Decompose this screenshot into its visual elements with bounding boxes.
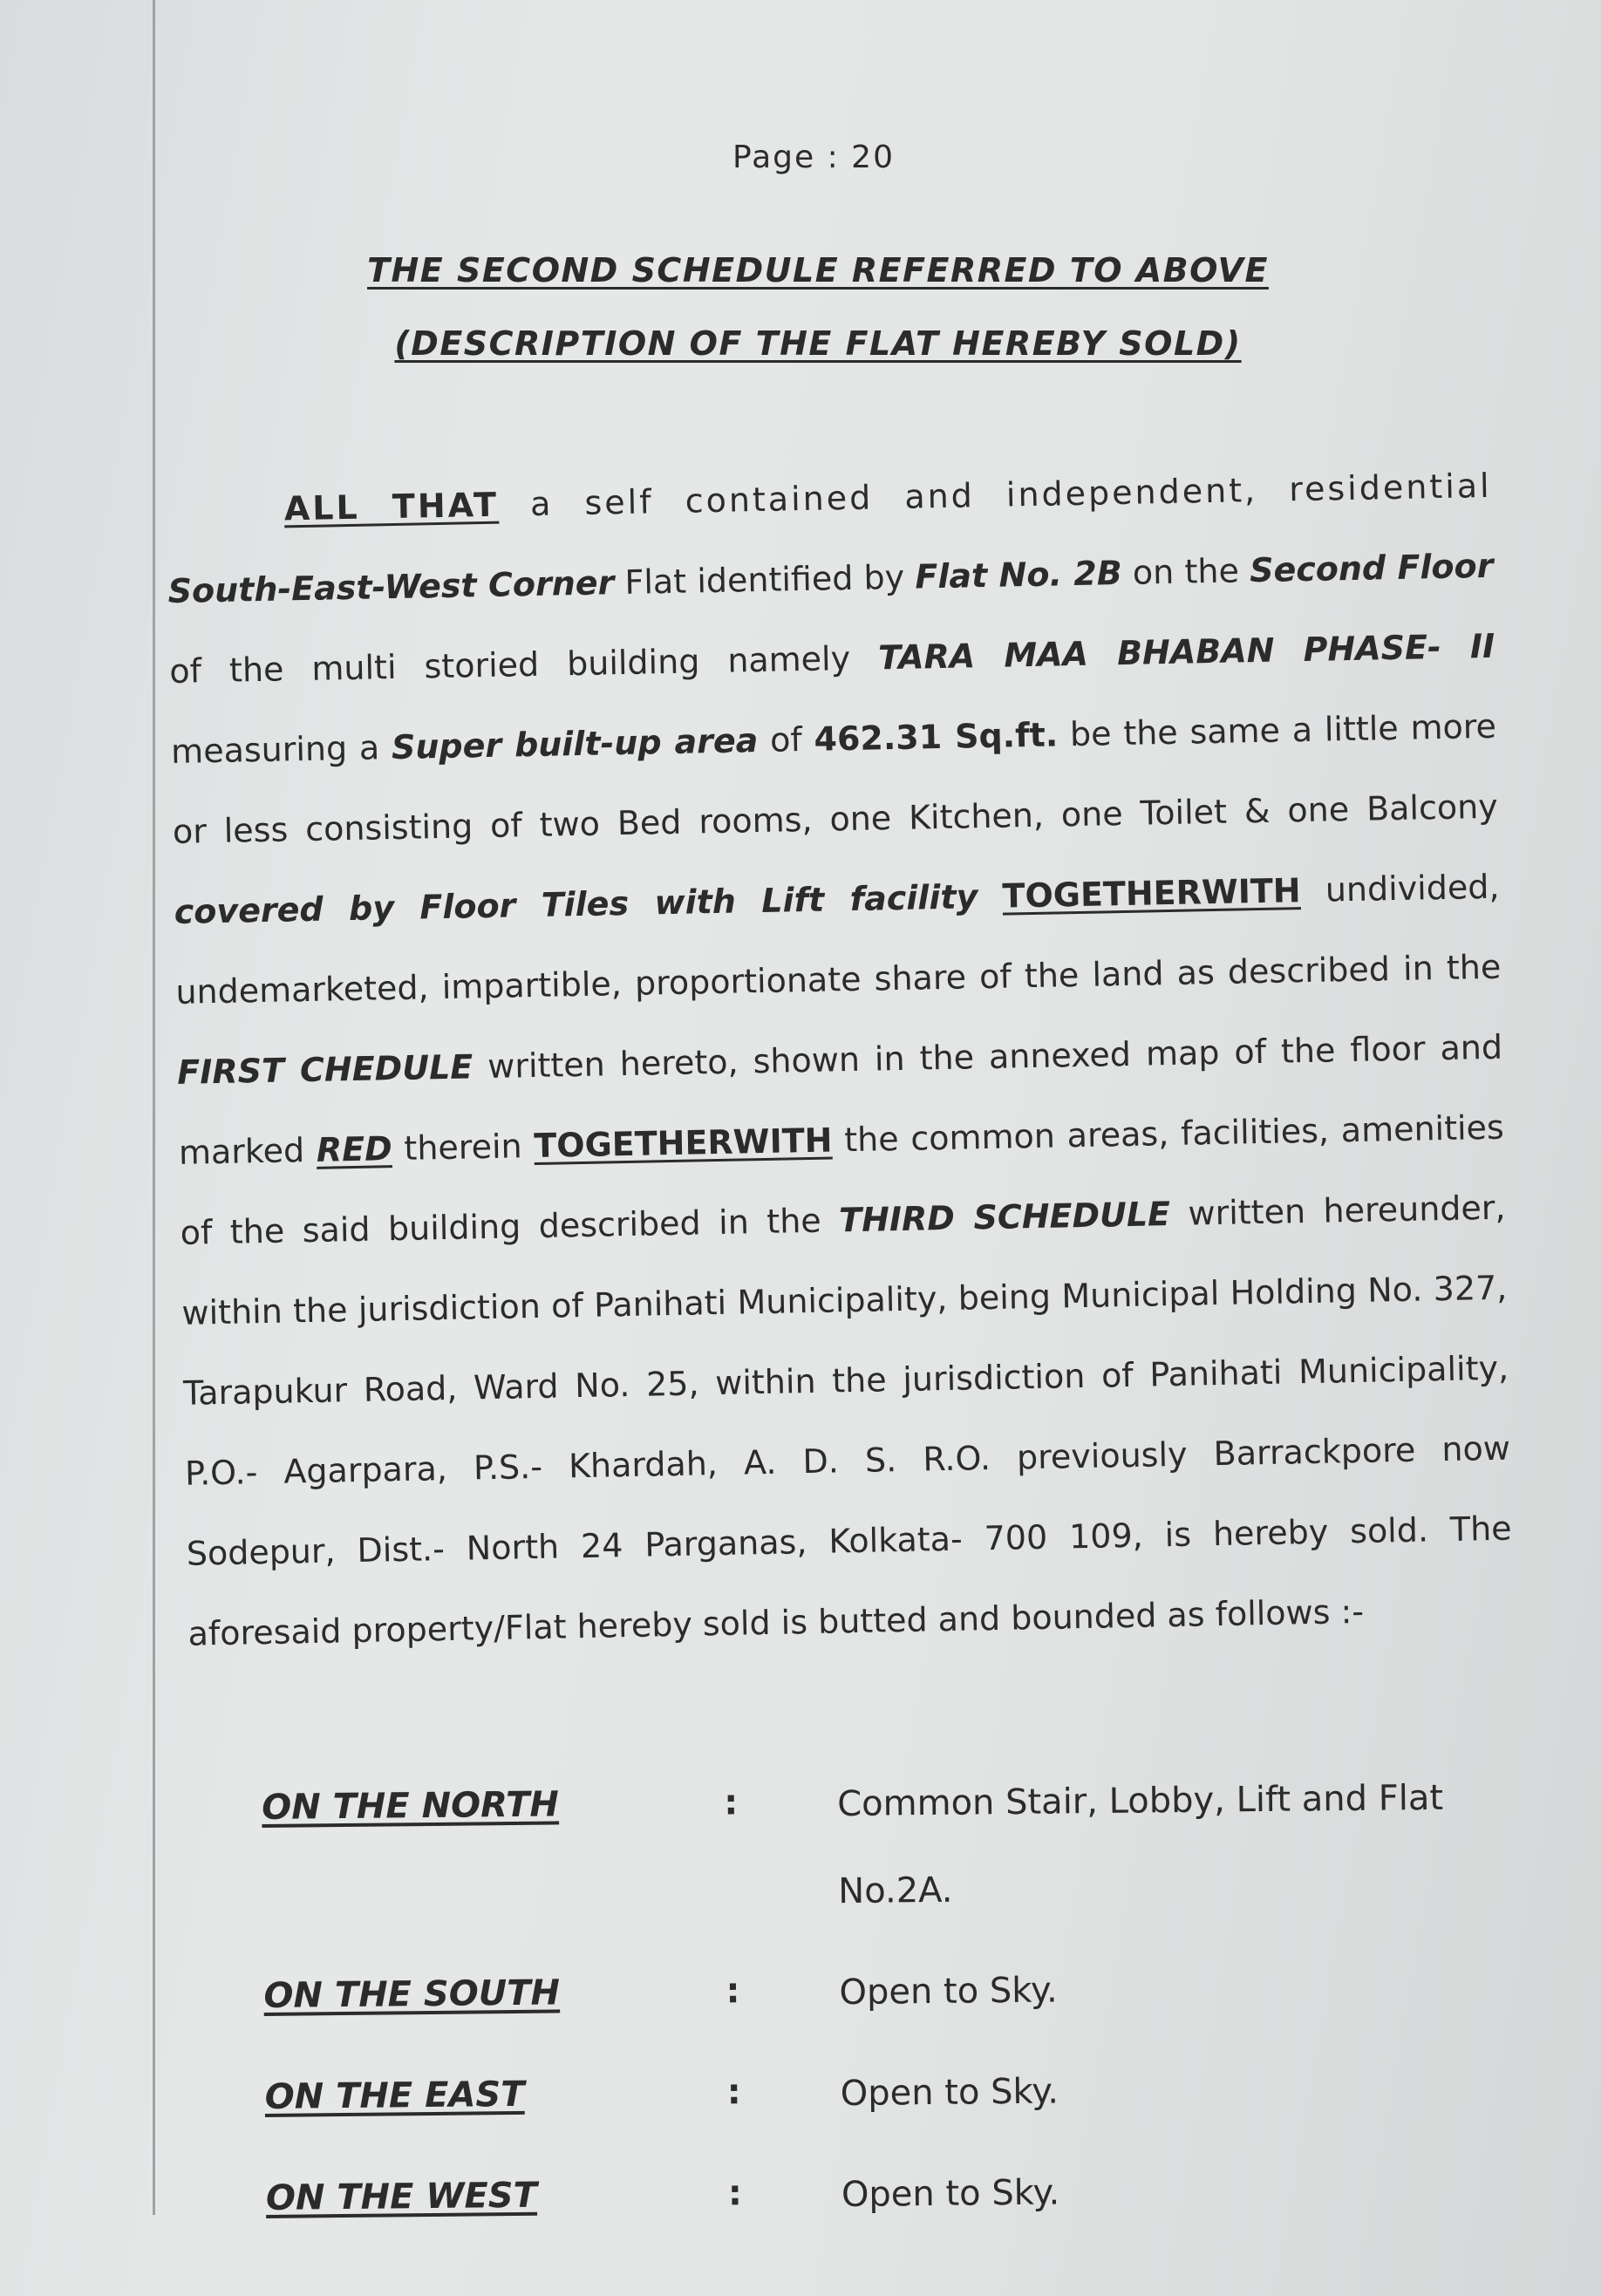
flooring-facility: covered by Floor Tiles with Lift facility bbox=[174, 877, 978, 931]
boundary-direction: ON THE WEST bbox=[265, 2175, 538, 2218]
body-text-segment: on the bbox=[1121, 551, 1250, 592]
body-text-segment: therein bbox=[392, 1127, 535, 1168]
first-schedule-ref: FIRST CHEDULE bbox=[176, 1047, 473, 1092]
body-text-segment: be the same a little more or less consisting of two Bed rooms, one Kitchen, one Toilet & one Balcony bbox=[172, 706, 1499, 851]
body-text-segment: of the multi storied building namely bbox=[168, 638, 879, 691]
boundary-row-west bbox=[266, 2165, 1488, 2245]
body-text-segment: the common areas, facilities, amenities of the said building described in the bbox=[180, 1107, 1505, 1252]
boundary-direction: ON THE EAST bbox=[264, 2074, 525, 2117]
flat-orientation: South-East-West Corner bbox=[167, 563, 615, 610]
body-text-segment: undivided, undemarketed, impartible, proportionate share of the land as described in the bbox=[175, 867, 1502, 1012]
body-text-segment: of bbox=[757, 719, 814, 760]
body-text-segment: written hereto, shown in the annexed map of the floor and marked bbox=[178, 1027, 1503, 1172]
body-text-segment: written hereunder, within the jurisdiction of Panihati Municipality, being Municipal Holding No. 327, Tarapukur Road, Ward No. 25, within the jurisdiction of Panihati Municipality, P.O.- Agarpara, P.S.- Khardah, A. D. S. R.O. previously Barrackpore now Sodepur, Dist.- North 24 Parganas, Kolkata- 700 109, is hereby sold. The aforesaid property/Flat hereby sold is butted and bounded as follows :- bbox=[181, 1188, 1512, 1653]
boundary-row-north bbox=[262, 1775, 1484, 1941]
boundary-value: Open to Sky. bbox=[840, 2071, 1059, 2115]
boundary-direction: ON THE SOUTH bbox=[263, 1972, 561, 2016]
boundary-separator: : bbox=[727, 2173, 743, 2214]
boundary-separator: : bbox=[723, 1782, 739, 1823]
flat-description-paragraph bbox=[166, 446, 1514, 1674]
boundary-value: Open to Sky. bbox=[841, 2172, 1060, 2216]
body-text-segment: Flat identified by bbox=[613, 557, 916, 603]
floor-name: Second Floor bbox=[1249, 546, 1494, 590]
boundary-value: Open to Sky. bbox=[839, 1970, 1058, 2013]
area-type: Super built-up area bbox=[391, 721, 759, 767]
red-marking: RED bbox=[316, 1129, 393, 1169]
boundary-separator: : bbox=[726, 2072, 741, 2113]
building-name: TARA MAA BHABAN PHASE- II bbox=[877, 626, 1495, 678]
boundary-value: Common Stair, Lobby, Lift and Flat No.2A. bbox=[836, 1777, 1444, 1912]
boundary-row-east bbox=[264, 2064, 1486, 2143]
boundaries-list bbox=[262, 1775, 1488, 2279]
schedule-subheading: (DESCRIPTION OF THE FLAT HEREBY SOLD) bbox=[394, 324, 1242, 363]
boundary-separator: : bbox=[726, 1971, 740, 2012]
third-schedule-ref: THIRD SCHEDULE bbox=[838, 1195, 1171, 1240]
area-value: 462.31 Sq.ft. bbox=[814, 715, 1059, 759]
all-that-phrase: ALL THAT bbox=[283, 485, 500, 528]
page-number: Page : 20 bbox=[732, 140, 895, 175]
schedule-heading: THE SECOND SCHEDULE REFERRED TO ABOVE bbox=[367, 251, 1269, 290]
boundary-direction: ON THE NORTH bbox=[262, 1784, 560, 1828]
togetherwith-term: TOGETHERWITH bbox=[533, 1121, 833, 1166]
body-text-segment: a self contained and independent, residential bbox=[498, 466, 1493, 524]
body-text-segment: measuring a bbox=[170, 728, 392, 771]
flat-number: Flat No. 2B bbox=[914, 553, 1123, 596]
togetherwith-term: TOGETHERWITH bbox=[1002, 871, 1302, 916]
boundary-row-south bbox=[263, 1963, 1485, 2042]
